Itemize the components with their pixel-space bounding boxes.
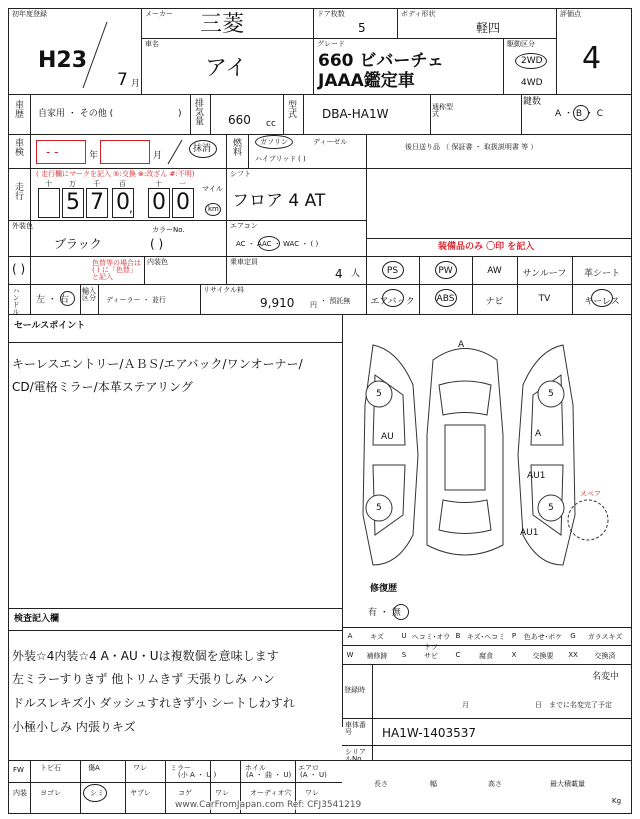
first-reg-month: 7 bbox=[117, 70, 128, 90]
month-unit: 月 bbox=[131, 79, 141, 89]
equipment-item: エアバック bbox=[370, 297, 415, 307]
mileage-place-label: 万 bbox=[69, 180, 76, 188]
height-label: 高さ bbox=[488, 780, 502, 788]
model-name-label: 車名 bbox=[145, 40, 159, 48]
legend-cell: S bbox=[401, 651, 407, 659]
capacity-label: 乗車定員 bbox=[230, 258, 258, 266]
mileage-digit: 7 bbox=[86, 188, 108, 218]
fuel-gasoline: ガソリン bbox=[260, 138, 288, 146]
drive-2wd: 2WD bbox=[521, 56, 543, 66]
mileage-digit: 0 bbox=[112, 188, 134, 218]
fw-item: エアロ bbox=[298, 764, 319, 772]
diag-top-mark: A bbox=[458, 340, 465, 350]
equipment-item: 革シート bbox=[583, 269, 620, 279]
fuel-diesel: ディーゼル bbox=[313, 138, 348, 146]
inspection-line3: ドルスレキズ小 ダッシュすれきず小 シートしわすれ bbox=[12, 696, 295, 710]
equipment-label: 装備品のみ 〇印 を記入 bbox=[438, 242, 535, 252]
length-label: 長さ bbox=[374, 780, 388, 788]
equipment-check-circle bbox=[382, 261, 404, 279]
mileage-unit-label: マイル bbox=[202, 185, 223, 193]
inspection-slash bbox=[165, 138, 185, 166]
doors-value: 5 bbox=[358, 21, 366, 35]
equipment-check-circle bbox=[435, 289, 457, 307]
color-no-label: カラーNo. bbox=[152, 226, 185, 234]
inspection-line1: 外装☆4内装☆4 A・AU・Uは複数個を意味します bbox=[12, 649, 279, 663]
legend-cell: 色あせ･ボケ bbox=[523, 633, 563, 641]
legend-cell: W bbox=[346, 651, 354, 659]
import-options: ディーラー ・ 並行 bbox=[106, 296, 166, 304]
fuel-paren: ( ) bbox=[298, 155, 306, 163]
fw-paren: (A ・ U) bbox=[300, 771, 327, 779]
fw-item: トビ石 bbox=[40, 764, 61, 772]
displacement-unit: cc bbox=[266, 119, 276, 129]
ac-options: AC ・ AAC ・ WAC ・ ( ) bbox=[236, 240, 319, 248]
color-change-paren: ( ) bbox=[12, 262, 26, 276]
legend-cell: ガラスキズ bbox=[587, 633, 623, 641]
grade-line1: 660 ビバーチェ bbox=[318, 51, 444, 71]
legend-cell: XX bbox=[568, 651, 578, 659]
ac-label: エアコン bbox=[230, 222, 258, 230]
diag-left-1: 5 bbox=[376, 389, 382, 399]
interior-color-label: 内装色 bbox=[147, 258, 168, 266]
ac-aac-circle bbox=[258, 236, 280, 251]
equipment-item: AW bbox=[487, 266, 502, 276]
legend-cell: 腐食 bbox=[479, 652, 493, 660]
kg-label: Kg bbox=[612, 797, 622, 805]
capacity-value: 4 bbox=[335, 267, 343, 281]
model-code: DBA-HA1W bbox=[322, 107, 389, 121]
serial-label: シリアルNo. bbox=[345, 748, 366, 763]
inspection-label: 車検 bbox=[13, 138, 23, 156]
model-name-value: アイ bbox=[205, 56, 248, 81]
mileage-place-label: 百 bbox=[119, 180, 126, 188]
fw-paren: (A ・ 曲 ・ U) bbox=[246, 771, 292, 779]
reg-month: 月 bbox=[462, 701, 469, 709]
classification-label: 通称型式 bbox=[432, 103, 453, 118]
width-label: 幅 bbox=[430, 780, 437, 788]
inspection-line4: 小極小しみ 内張りキズ bbox=[12, 720, 136, 734]
interior-item: ワレ bbox=[215, 789, 229, 797]
mileage-digit: 0 bbox=[172, 188, 194, 218]
handle-right-circle bbox=[60, 291, 75, 306]
keys-label: 鍵数 bbox=[523, 97, 542, 107]
drive-4wd: 4WD bbox=[521, 78, 543, 88]
mileage-place-label: 一 bbox=[179, 180, 186, 188]
mileage-digit bbox=[38, 188, 60, 218]
inspection-year-box bbox=[36, 140, 86, 164]
legend-cell: B bbox=[455, 632, 461, 640]
diag-right-5: AU1 bbox=[520, 528, 539, 538]
fuel-gasoline-circle bbox=[255, 135, 293, 149]
interior-item: シミ bbox=[90, 789, 104, 797]
sales-line1: キーレスエントリー/ＡＢＳ/エアバック/ワンオーナー/ bbox=[12, 357, 303, 371]
fw-label: FW bbox=[13, 766, 24, 774]
recycle-unit: 円 bbox=[310, 301, 317, 309]
legend-cell: 交換要 bbox=[532, 652, 554, 660]
inspection-month-box bbox=[100, 140, 150, 164]
spare-label: スペア bbox=[580, 490, 601, 498]
maker-value: 三菱 bbox=[200, 12, 245, 37]
displacement-value: 660 bbox=[228, 113, 251, 127]
body-type-value: 軽四 bbox=[476, 21, 501, 35]
grade-line2: JAAA鑑定車 bbox=[318, 71, 415, 91]
year-unit: 年 bbox=[89, 151, 99, 161]
grade-score-value: 4 bbox=[582, 41, 602, 76]
doors-label: ドア枚数 bbox=[317, 10, 345, 18]
documents-label: 後日送り品 （ 保証書 ・ 取扱説明書 等 ） bbox=[405, 143, 538, 151]
inspection-dashes: - - bbox=[46, 145, 59, 159]
equipment-check-circle bbox=[435, 261, 457, 279]
interior-stain-circle bbox=[83, 784, 107, 802]
equipment-item: キーレス bbox=[584, 297, 620, 307]
interior-item: ヨゴレ bbox=[40, 789, 61, 797]
slash-divider bbox=[80, 20, 110, 90]
diag-right-4: 5 bbox=[548, 503, 554, 513]
import-label: 輸入区分 bbox=[82, 287, 96, 302]
interior-item: ワレ bbox=[305, 789, 319, 797]
repair-label: 修復歴 bbox=[370, 584, 398, 594]
mileage-note: ( 走行欄にマークを記入 ⑤:交換 ⊗:改ざん #:不明) bbox=[36, 170, 195, 178]
mileage-place-label: 十 bbox=[155, 180, 162, 188]
equipment-item: ABS bbox=[436, 294, 455, 304]
diag-left-3: 5 bbox=[376, 503, 382, 513]
exterior-color: ブラック bbox=[54, 237, 102, 251]
equipment-item: PS bbox=[386, 266, 399, 276]
repair-options: 有 ・ 無 bbox=[368, 608, 401, 618]
mileage-digit: 5 bbox=[62, 188, 84, 218]
color-change-label: 色替等の場合は ( ) に「色替」と記入 bbox=[92, 259, 141, 281]
equipment-item: ナビ bbox=[485, 297, 504, 307]
equipment-item: TV bbox=[538, 294, 551, 304]
km-circle bbox=[205, 203, 221, 216]
first-reg-year: H23 bbox=[38, 48, 88, 73]
history-close: ) bbox=[178, 109, 182, 119]
legend-cell: C bbox=[455, 651, 461, 659]
shift-value: フロア 4 AT bbox=[232, 191, 326, 211]
sales-line2: CD/電格ミラー/本革ステアリング bbox=[12, 380, 193, 394]
fw-item: ミラー bbox=[170, 764, 191, 772]
legend-cell: 交換済 bbox=[594, 652, 616, 660]
equipment-item: PW bbox=[438, 266, 453, 276]
legend-cell: P bbox=[511, 632, 517, 640]
key-b-circle bbox=[573, 105, 589, 121]
first-reg-label: 初年度登録 bbox=[12, 10, 47, 18]
fw-item: ワレ bbox=[133, 764, 147, 772]
interior-label: 内装 bbox=[13, 789, 27, 797]
mileage-place-label: 十 bbox=[45, 180, 52, 188]
diag-right-1: 5 bbox=[548, 389, 554, 399]
equipment-item: サンルーフ bbox=[522, 269, 567, 279]
mileage-place-label: 千 bbox=[93, 180, 100, 188]
legend-cell: A bbox=[347, 632, 353, 640]
legend-cell: X bbox=[511, 651, 517, 659]
inspection-status: 抹消 bbox=[193, 144, 212, 154]
legend-cell: 補修跡 bbox=[366, 652, 388, 660]
recycle-fee: 9,910 bbox=[260, 296, 295, 310]
history-value: 自家用 ・ その他 ( bbox=[38, 109, 114, 119]
vin-label: 車体番号 bbox=[345, 721, 366, 736]
maker-label: メーカー bbox=[145, 10, 173, 18]
legend-cell: ヘコミ･オウトツ bbox=[411, 633, 451, 651]
capacity-unit: 人 bbox=[351, 269, 361, 279]
fw-item: ホイル bbox=[245, 764, 266, 772]
inspection-line2: 左ミラーすりきず 他トリムきず 天張りしみ ハン bbox=[12, 672, 275, 686]
handle-label: ハンドル bbox=[12, 287, 20, 315]
drive-label: 駆動区分 bbox=[507, 40, 535, 48]
recycle-label: リサイクル料 bbox=[203, 286, 245, 294]
diag-right-3: AU1 bbox=[527, 471, 546, 481]
diag-right-2: A bbox=[535, 429, 542, 439]
change-label: 登録時 bbox=[344, 686, 365, 694]
fw-item: 傷A bbox=[88, 764, 100, 772]
grade-label: グレード bbox=[317, 40, 345, 48]
body-type-label: ボディ形状 bbox=[401, 10, 436, 18]
repair-none-circle bbox=[393, 604, 409, 620]
reg-deadline: までに名変完了予定 bbox=[549, 701, 612, 709]
fuel-hybrid: ハイブリッド bbox=[255, 155, 297, 163]
keys-options: A ・ B ・ C bbox=[555, 109, 604, 119]
grade-score-label: 評価点 bbox=[560, 10, 581, 18]
fw-paren: (小 A ・ U ) bbox=[178, 771, 217, 779]
interior-item: ヤブレ bbox=[130, 789, 151, 797]
month-unit-2: 月 bbox=[153, 151, 163, 161]
type-label: 型式 bbox=[286, 100, 296, 118]
mileage-digit: 0 bbox=[148, 188, 170, 218]
sales-label: セールスポイント bbox=[14, 321, 86, 331]
displacement-label: 排気量 bbox=[193, 98, 203, 125]
legend-cell: U bbox=[401, 632, 407, 640]
name-change: 名変中 bbox=[592, 672, 620, 682]
legend-cell: キズ･ヘコミ bbox=[466, 633, 506, 641]
legend-cell: サビ bbox=[424, 652, 438, 660]
color-no-paren: ( ) bbox=[150, 237, 164, 251]
exterior-color-label: 外装色 bbox=[12, 222, 33, 230]
fuel-label: 燃料 bbox=[231, 138, 241, 156]
legend-cell: G bbox=[570, 632, 576, 640]
interior-item: オーディオ穴 bbox=[250, 789, 292, 797]
handle-value: 左 ・ 右 bbox=[36, 295, 69, 305]
equipment-check-circle bbox=[382, 289, 404, 307]
interior-item: コゲ bbox=[178, 789, 192, 797]
mileage-label: 走行 bbox=[13, 182, 23, 200]
equipment-check-circle bbox=[591, 289, 613, 307]
mileage-sep: , bbox=[129, 201, 133, 215]
mileage-unit-km: km bbox=[208, 205, 219, 213]
legend-cell: キズ bbox=[370, 633, 384, 641]
vin-value: HA1W-1403537 bbox=[382, 726, 477, 740]
watermark: www.CarFromJapan.com Ref: CFJ3541219 bbox=[175, 800, 362, 810]
car-diagram bbox=[343, 315, 631, 625]
reg-day: 日 bbox=[535, 701, 542, 709]
weight-label: 最大積載量 bbox=[550, 780, 585, 788]
recycle-status: ・ 預託無 bbox=[320, 297, 351, 305]
history-label: 車歴 bbox=[13, 100, 23, 118]
diag-left-2: AU bbox=[381, 432, 394, 442]
shift-label: シフト bbox=[230, 170, 251, 178]
inspection-notes-label: 検査記入欄 bbox=[14, 614, 60, 624]
